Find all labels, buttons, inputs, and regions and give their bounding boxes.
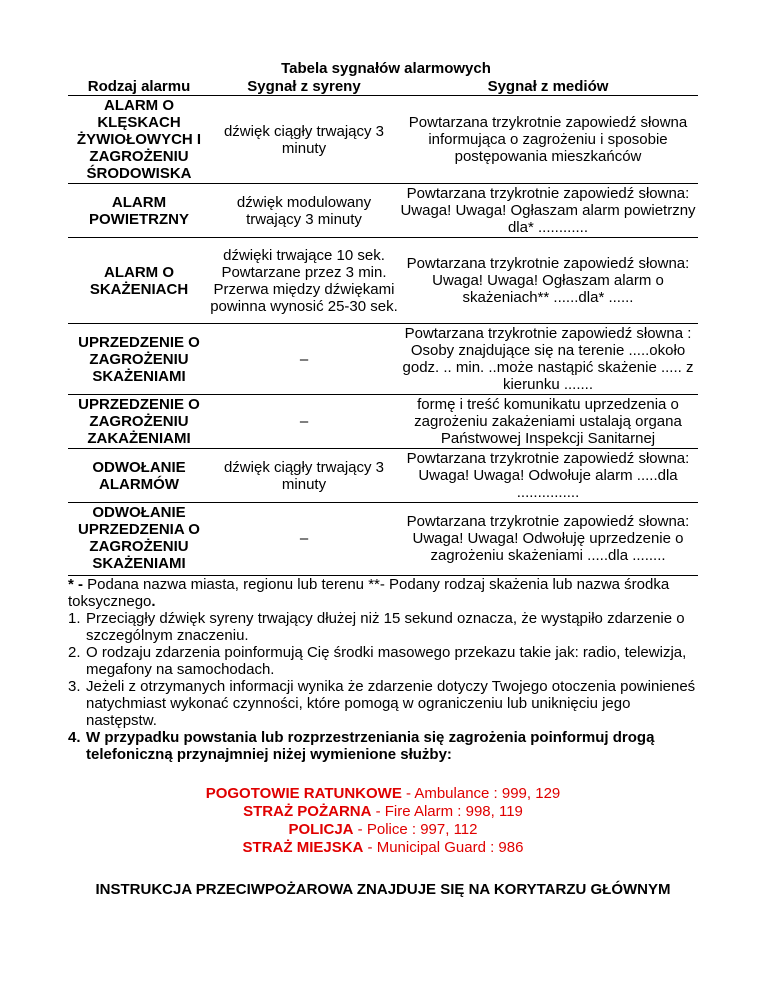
item-number: 2. bbox=[68, 644, 81, 661]
header-siren-signal: Sygnał z syreny bbox=[210, 78, 398, 96]
list-item bbox=[68, 729, 698, 763]
alarm-name: ODWOŁANIE UPRZEDZENIA O ZAGROŻENIU SKAŻENIAMI bbox=[68, 503, 210, 574]
footnote-mark-city: * - bbox=[68, 576, 83, 593]
service-line bbox=[68, 785, 698, 803]
service-line bbox=[68, 821, 698, 839]
header-media-signal: Sygnał z mediów bbox=[398, 78, 698, 96]
table-row bbox=[68, 395, 698, 449]
fire-instruction-note: INSTRUKCJA PRZECIWPOŻAROWA ZNAJDUJE SIĘ NA KORYTARZU GŁÓWNYM bbox=[95, 881, 671, 898]
notes-section bbox=[68, 575, 698, 763]
table-row bbox=[68, 503, 698, 574]
table-row bbox=[68, 449, 698, 503]
item-text: W przypadku powstania lub rozprzestrzeniania się zagrożenia poinformuj drogą telefoniczną przynajmniej niżej wymienione służby: bbox=[86, 729, 655, 763]
table-row bbox=[68, 238, 698, 324]
service-name: POLICJA bbox=[288, 821, 354, 838]
footnote-mark-contamination: **- bbox=[368, 576, 385, 593]
table-header-row bbox=[68, 78, 698, 96]
siren-signal: – bbox=[210, 503, 398, 574]
item-text: O rodzaju zdarzenia poinformują Cię środki masowego przekazu takie jak: radio, telewizja, megafony na samochodach. bbox=[86, 644, 687, 678]
siren-signal: dźwięki trwające 10 sek. Powtarzane przez 3 min. Przerwa między dźwiękami powinna wynosić 25-30 sek. bbox=[210, 238, 398, 324]
service-line bbox=[68, 839, 698, 857]
alarm-name: ALARM POWIETRZNY bbox=[68, 184, 210, 238]
footnote-contamination-text: Podany rodzaj skażenia lub nazwa środka toksycznego bbox=[68, 576, 670, 610]
service-detail: - Fire Alarm : 998, 119 bbox=[371, 803, 523, 820]
emergency-services bbox=[68, 785, 698, 857]
service-name: STRAŻ MIEJSKA bbox=[242, 839, 364, 856]
service-name: POGOTOWIE RATUNKOWE bbox=[205, 785, 402, 802]
instructions-list bbox=[68, 610, 698, 763]
media-signal: Powtarzana trzykrotnie zapowiedź słowna informująca o zagrożeniu i sposobie postępowania mieszkańców bbox=[408, 114, 688, 165]
list-item bbox=[68, 678, 698, 729]
siren-signal: – bbox=[210, 395, 398, 449]
document-page bbox=[68, 60, 698, 898]
item-number: 1. bbox=[68, 610, 81, 627]
alarm-signals-table bbox=[68, 78, 698, 573]
table-row bbox=[68, 324, 698, 395]
media-signal: formę i treść komunikatu uprzedzenia o zagrożeniu zakażeniami ustalają organa Państwowej Inspekcji Sanitarnej bbox=[398, 395, 698, 449]
item-number: 3. bbox=[68, 678, 81, 695]
service-name: STRAŻ POŻARNA bbox=[243, 803, 372, 820]
item-number: 4. bbox=[68, 729, 81, 746]
alarm-name: UPRZEDZENIE O ZAGROŻENIU ZAKAŻENIAMI bbox=[68, 395, 210, 449]
siren-signal: – bbox=[210, 324, 398, 395]
service-detail: - Police : 997, 112 bbox=[353, 821, 478, 838]
alarm-name: ALARM O SKAŻENIACH bbox=[68, 238, 210, 324]
header-alarm-type: Rodzaj alarmu bbox=[68, 78, 210, 96]
service-detail: - Municipal Guard : 986 bbox=[363, 839, 524, 856]
item-text: Przeciągły dźwięk syreny trwający dłużej niż 15 sekund oznacza, że wystąpiło zdarzenie o szczególnym znaczeniu. bbox=[86, 610, 685, 644]
service-line bbox=[68, 803, 698, 821]
service-detail: - Ambulance : 999, 129 bbox=[401, 785, 561, 802]
siren-signal: dźwięk modulowany trwający 3 minuty bbox=[210, 184, 398, 238]
alarm-name: ALARM O KLĘSKACH ŻYWIOŁOWYCH I ZAGROŻENIU ŚRODOWISKA bbox=[76, 97, 202, 182]
media-signal: Powtarzana trzykrotnie zapowiedź słowna: Uwaga! Uwaga! Ogłaszam alarm o skażeniach** ......dla* ...... bbox=[398, 238, 698, 324]
alarm-name: UPRZEDZENIE O ZAGROŻENIU SKAŻENIAMI bbox=[68, 324, 210, 395]
footnote bbox=[68, 575, 698, 610]
media-signal: Powtarzana trzykrotnie zapowiedź słowna: Uwaga! Uwaga! Odwołuje alarm .....dla ............... bbox=[398, 449, 698, 503]
item-text: Jeżeli z otrzymanych informacji wynika że zdarzenie dotyczy Twojego otoczenia powinieneś natychmiast wykonać czynności, które pomogą w ograniczeniu lub uniknięciu jego następstw. bbox=[86, 678, 696, 729]
media-signal: Powtarzana trzykrotnie zapowiedź słowna: Uwaga! Uwaga! Odwołuję uprzedzenie o zagrożeniu skażeniami .....dla ........ bbox=[398, 503, 698, 574]
media-signal: Powtarzana trzykrotnie zapowiedź słowna : Osoby znajdujące się na terenie .....około godz. .. min. ..może nastąpić skażenie ..... z kierunku ....... bbox=[398, 324, 698, 395]
siren-signal: dźwięk ciągły trwający 3 minuty bbox=[210, 449, 398, 503]
footnote-city-text: Podana nazwa miasta, regionu lub terenu bbox=[83, 576, 369, 593]
table-row bbox=[68, 96, 698, 184]
siren-signal: dźwięk ciągły trwający 3 minuty bbox=[223, 122, 385, 157]
media-signal: Powtarzana trzykrotnie zapowiedź słowna: Uwaga! Uwaga! Ogłaszam alarm powietrzny dla* ............ bbox=[398, 184, 698, 238]
footnote-end: . bbox=[151, 593, 156, 610]
list-item bbox=[68, 610, 698, 644]
alarm-name: ODWOŁANIE ALARMÓW bbox=[68, 449, 210, 503]
list-item bbox=[68, 644, 698, 678]
table-caption: Tabela sygnałów alarmowych bbox=[281, 60, 491, 77]
table-row bbox=[68, 184, 698, 238]
